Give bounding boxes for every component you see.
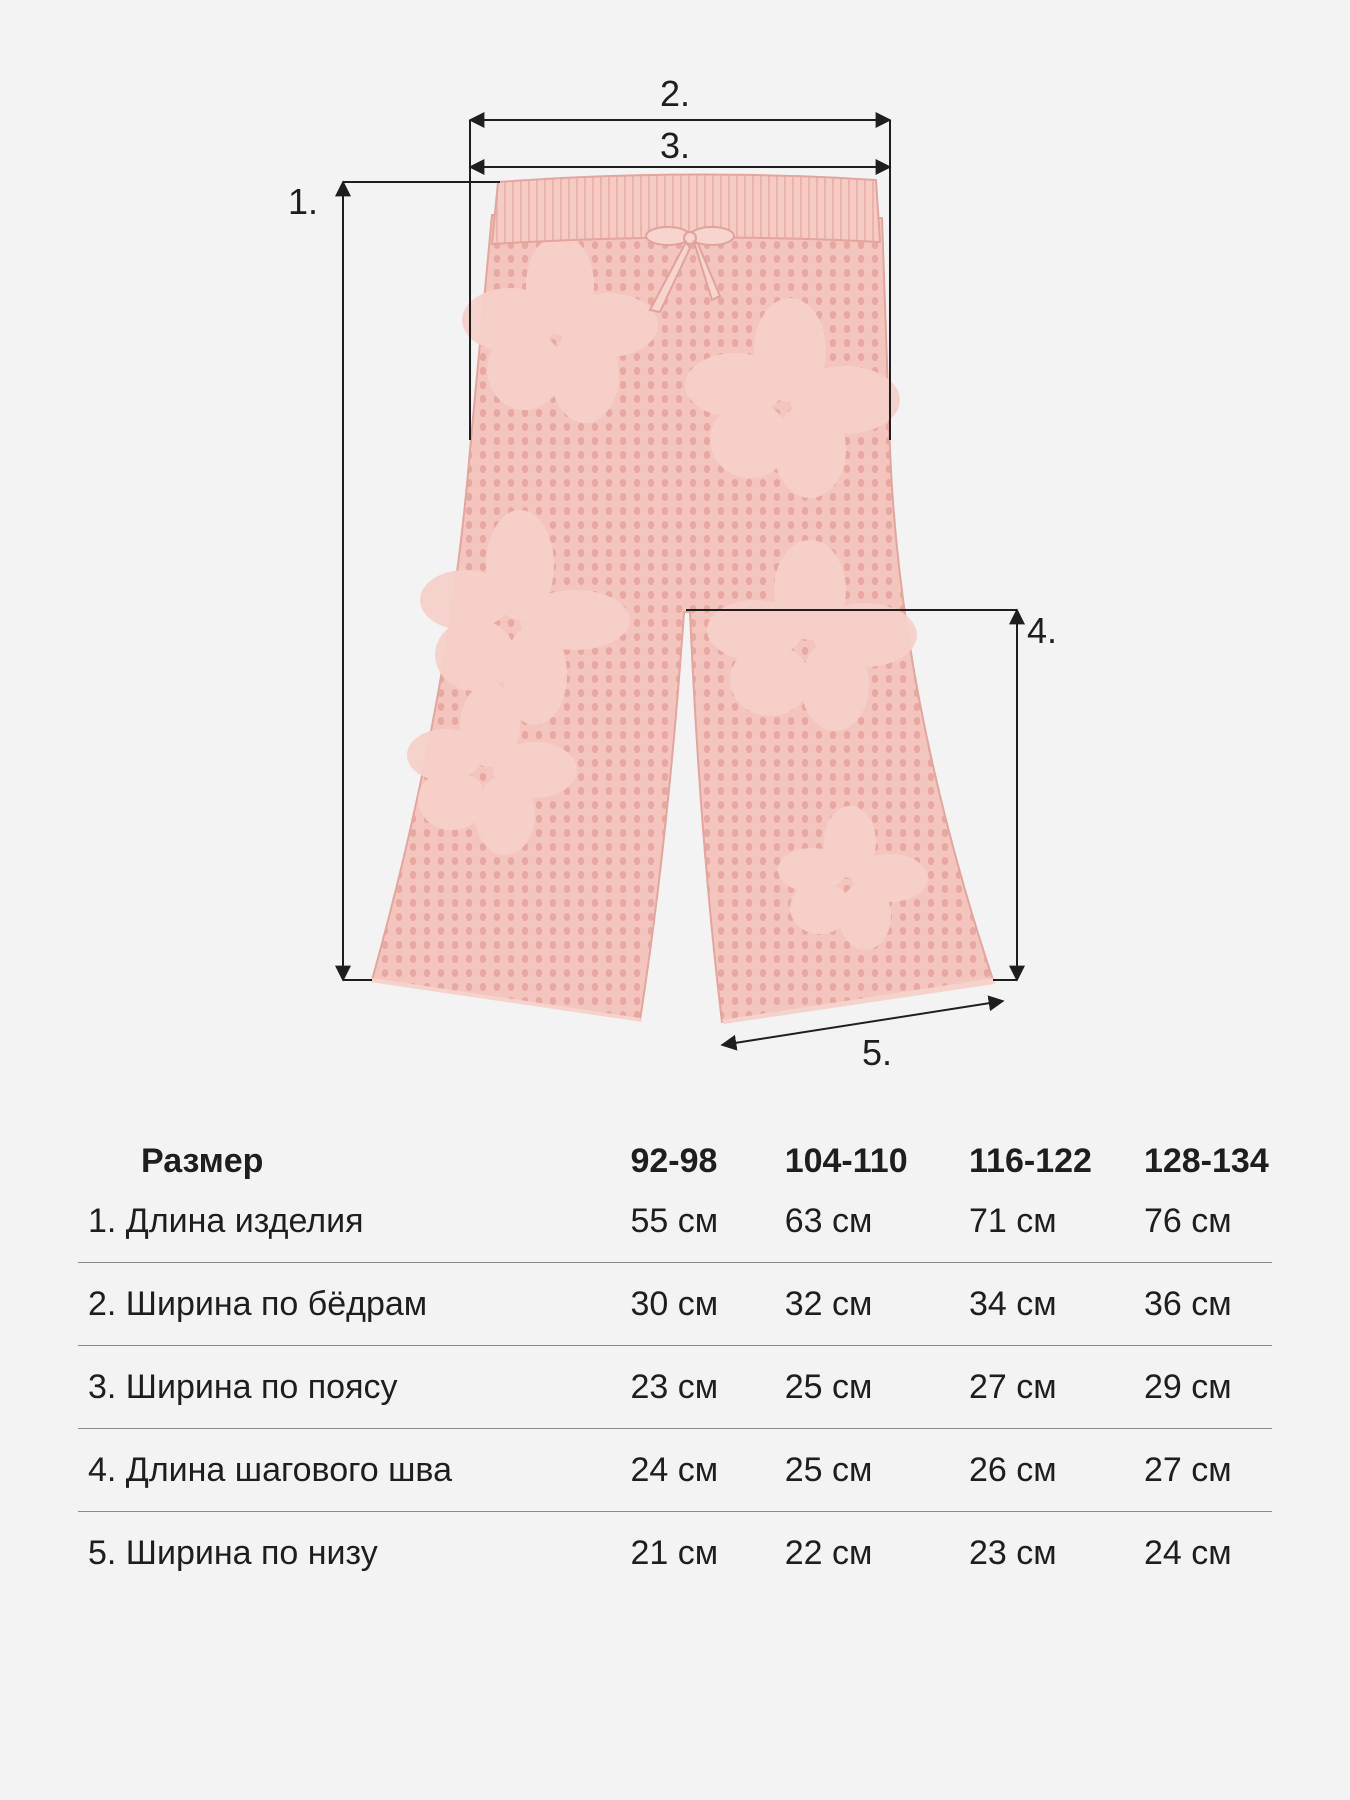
header-size-92-98: 92-98 bbox=[630, 1141, 718, 1180]
table-cell: 32 см bbox=[785, 1263, 969, 1346]
table-cell: 27 см bbox=[1144, 1429, 1272, 1512]
table-cell: 23 см bbox=[969, 1533, 1057, 1572]
label-hem-width: 5. bbox=[862, 1032, 893, 1073]
table-cell: 30 см bbox=[630, 1263, 784, 1346]
table-cell: 25 см bbox=[785, 1429, 969, 1512]
table-cell: 27 см bbox=[969, 1346, 1144, 1429]
table-cell: 23 см bbox=[630, 1346, 784, 1429]
table-cell: 29 см bbox=[1144, 1346, 1272, 1429]
pants-illustration bbox=[370, 174, 995, 1024]
table-cell: 63 см bbox=[785, 1202, 969, 1263]
label-waist-width: 3. bbox=[660, 125, 691, 166]
table-row bbox=[78, 1202, 1272, 1263]
label-length: 1. bbox=[288, 181, 319, 222]
row-label: 2. Ширина по бёдрам bbox=[78, 1263, 630, 1346]
table-cell: 55 см bbox=[630, 1202, 784, 1263]
table-cell: 36 см bbox=[1144, 1263, 1272, 1346]
label-hip-width: 2. bbox=[660, 73, 691, 114]
header-size: Размер bbox=[141, 1141, 264, 1180]
header-size-104-110: 104-110 bbox=[784, 1141, 908, 1180]
table-cell: 24 см bbox=[1143, 1533, 1232, 1572]
table-header-row bbox=[78, 1120, 1272, 1202]
table-cell: 25 см bbox=[785, 1346, 969, 1429]
label-inseam: 4. bbox=[1027, 610, 1058, 651]
table-row bbox=[78, 1429, 1272, 1512]
row-label: 4. Длина шагового шва bbox=[78, 1429, 630, 1512]
table-row bbox=[78, 1346, 1272, 1429]
row-label: 3. Ширина по поясу bbox=[78, 1346, 630, 1429]
header-size-128-134: 128-134 bbox=[1143, 1141, 1269, 1180]
table-cell: 22 см bbox=[784, 1533, 873, 1572]
table-row bbox=[78, 1263, 1272, 1346]
table-cell: 21 см bbox=[630, 1533, 719, 1572]
header-size-116-122: 116-122 bbox=[969, 1141, 1092, 1180]
table-cell: 34 см bbox=[969, 1263, 1144, 1346]
table-cell: 24 см bbox=[630, 1429, 784, 1512]
row-label: 5. Ширина по низу bbox=[88, 1533, 378, 1572]
size-chart-table bbox=[78, 1120, 1272, 1594]
table-cell: 71 см bbox=[969, 1202, 1144, 1263]
table-cell: 76 см bbox=[1144, 1202, 1272, 1263]
row-label: 1. Длина изделия bbox=[78, 1202, 630, 1263]
table-row bbox=[78, 1512, 1272, 1595]
table-cell: 26 см bbox=[969, 1429, 1144, 1512]
